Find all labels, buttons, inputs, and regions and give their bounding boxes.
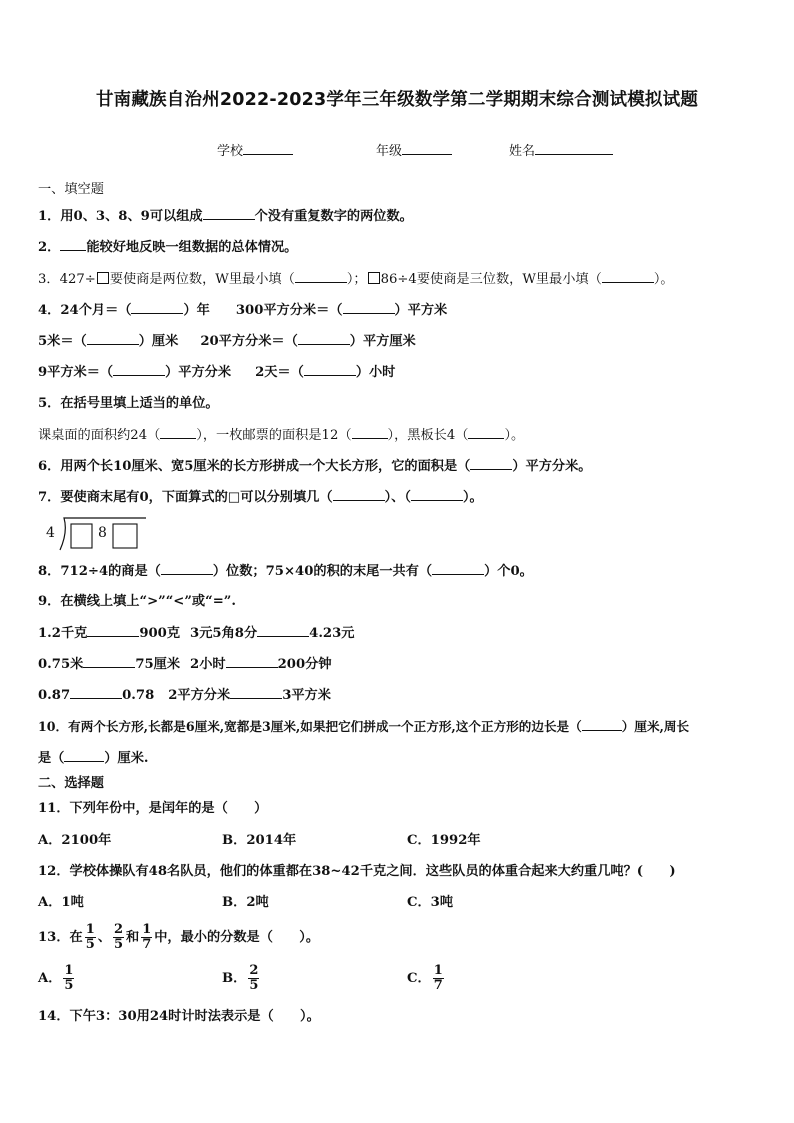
q8-blank-2[interactable] xyxy=(432,562,484,575)
q2-text-a: 2． xyxy=(38,240,61,255)
q6-text-b: ）平方分米。 xyxy=(512,459,592,474)
q9c-text-b: 0.78 xyxy=(122,688,155,703)
q3-text-d: 86÷4要使商是三位数，W里最小填（ xyxy=(380,272,602,287)
q13-option-c[interactable]: C． $\frac{1}{7}$ xyxy=(407,963,443,993)
q7-text-b: ）、（ xyxy=(384,490,411,505)
question-4-row-2 xyxy=(38,332,416,351)
q9b-blank-1[interactable] xyxy=(83,655,135,668)
q9b-text-a: 0.75米 xyxy=(38,657,84,672)
question-5: 5．在括号里填上适当的单位。 xyxy=(38,396,219,411)
q9c-text-c: 2平方分米 xyxy=(168,688,231,703)
q13-fraction-3: $\frac{1}{7}$ xyxy=(142,922,152,952)
q4c-text-a: 9平方米＝（ xyxy=(38,365,114,380)
q5-text-c: ），黑板长4（ xyxy=(387,428,469,443)
long-division-figure xyxy=(38,514,158,554)
question-11: 11．下列年份中，是闰年的是（ ） xyxy=(38,801,268,816)
q4b-blank-2[interactable] xyxy=(298,332,350,345)
q3-blank-2[interactable] xyxy=(602,270,654,283)
q8-text-c: ）个0。 xyxy=(484,564,533,579)
q9c-text-a: 0.87 xyxy=(38,688,71,703)
page-title: 甘南藏族自治州2022-2023学年三年级数学第二学期期末综合测试模拟试题 xyxy=(95,90,699,110)
q9b-blank-2[interactable] xyxy=(226,655,278,668)
q3-text-a: 3．427÷ xyxy=(38,272,96,287)
question-9-row-1 xyxy=(38,624,354,643)
q4c-blank-1[interactable] xyxy=(113,363,165,376)
question-10 xyxy=(38,718,689,736)
q9a-text-c: 3元5角8分 xyxy=(190,626,258,641)
q4-text-a: 4．24个月＝（ xyxy=(38,303,132,318)
division-box-1[interactable] xyxy=(71,524,92,548)
q10b-text-b: ）厘米. xyxy=(104,751,149,766)
q13-option-b[interactable]: B． $\frac{2}{5}$ xyxy=(222,963,259,993)
q10-text-b: ）厘米,周长 xyxy=(621,719,690,734)
q9b-text-c: 2小时 xyxy=(190,657,226,672)
q10-blank-2[interactable] xyxy=(64,749,104,762)
q9a-blank-2[interactable] xyxy=(257,624,309,637)
q7-blank-1[interactable] xyxy=(333,488,385,501)
q13-and: 和 xyxy=(126,930,140,945)
q3-box-1[interactable] xyxy=(97,272,109,284)
q6-blank[interactable] xyxy=(470,457,512,470)
q13-option-a[interactable]: A． $\frac{1}{5}$ xyxy=(38,963,74,993)
q10b-text-a: 是（ xyxy=(38,751,65,766)
q11-option-a[interactable]: A．2100年 xyxy=(38,833,112,848)
q9a-text-b: 900克 xyxy=(139,626,181,641)
q1-text-a: 1．用0、3、8、9可以组成 xyxy=(38,209,203,224)
question-6 xyxy=(38,457,591,476)
section-fill-in-heading: 一、填空题 xyxy=(38,182,104,197)
name-label: 姓名 xyxy=(509,144,536,159)
q3-box-2[interactable] xyxy=(368,272,380,284)
question-9-row-3 xyxy=(38,686,331,705)
q5-blank-2[interactable] xyxy=(352,426,388,439)
q4c-text-c: 2天＝（ xyxy=(255,365,304,380)
q12-option-a[interactable]: A．1吨 xyxy=(38,895,84,910)
question-10-cont xyxy=(38,749,149,768)
dividend-digit: 8 xyxy=(98,525,107,541)
question-3 xyxy=(38,270,674,289)
q9c-text-d: 3平方米 xyxy=(282,688,331,703)
q13-option-c-fraction: $\frac{1}{7}$ xyxy=(433,963,443,993)
q9b-text-d: 200分钟 xyxy=(277,657,332,672)
question-9: 9．在横线上填上“>”“<”或“=”. xyxy=(38,594,236,609)
q5-text-b: ），一枚邮票的面积是12（ xyxy=(196,428,352,443)
school-field xyxy=(217,140,293,159)
q4-text-b: ）年 xyxy=(183,303,210,318)
divisor: 4 xyxy=(46,525,55,541)
q12-option-b[interactable]: B．2吨 xyxy=(222,895,269,910)
q5-blank-1[interactable] xyxy=(160,426,196,439)
division-box-2[interactable] xyxy=(113,524,137,548)
q5-text-a: 课桌面的面积约24（ xyxy=(38,428,161,443)
q11-option-c[interactable]: C．1992年 xyxy=(407,833,481,848)
q1-blank[interactable] xyxy=(203,207,255,220)
q13-fraction-2: $\frac{2}{5}$ xyxy=(113,922,124,952)
q4b-text-a: 5米＝（ xyxy=(38,334,87,349)
q4c-blank-2[interactable] xyxy=(304,363,356,376)
q5-blank-3[interactable] xyxy=(468,426,504,439)
q9c-blank-1[interactable] xyxy=(70,686,122,699)
q4c-text-d: ）小时 xyxy=(355,365,396,380)
question-8 xyxy=(38,562,533,581)
q4-blank-1[interactable] xyxy=(131,301,183,314)
q13-option-b-fraction: $\frac{2}{5}$ xyxy=(249,963,259,993)
grade-label: 年级 xyxy=(376,144,403,159)
q13-fraction-1: $\frac{1}{5}$ xyxy=(85,922,95,952)
q4c-text-b: ）平方分米 xyxy=(165,365,232,380)
name-field xyxy=(509,140,613,159)
q4b-text-c: 20平方分米＝（ xyxy=(200,334,298,349)
question-2 xyxy=(38,238,297,257)
q9b-text-b: 75厘米 xyxy=(135,657,181,672)
q7-text-a: 7．要使商末尾有0，下面算式的□可以分别填几（ xyxy=(38,490,333,505)
q9a-text-d: 4.23元 xyxy=(309,626,355,641)
grade-blank[interactable] xyxy=(402,141,452,155)
question-4-row-3 xyxy=(38,363,395,382)
q9a-text-a: 1.2千克 xyxy=(38,626,88,641)
q8-text-b: ）位数；75×40的积的末尾一共有（ xyxy=(212,564,433,579)
q4b-text-b: ）厘米 xyxy=(138,334,179,349)
school-label: 学校 xyxy=(217,144,244,159)
q10-blank-1[interactable] xyxy=(582,718,622,731)
q3-text-b: 要使商是两位数，W里最小填（ xyxy=(109,272,295,287)
q9c-blank-2[interactable] xyxy=(230,686,282,699)
question-12: 12．学校体操队有48名队员，他们的体重都在38~42千克之间．这些队员的体重合起来大约重几吨？( ) xyxy=(38,864,676,879)
grade-field xyxy=(376,140,452,159)
q3-text-c: ）； xyxy=(346,272,367,287)
question-7 xyxy=(38,488,483,507)
question-9-row-2 xyxy=(38,655,332,674)
q2-text-b: 能较好地反映一组数据的总体情况。 xyxy=(86,240,298,255)
q8-blank-1[interactable] xyxy=(161,562,213,575)
question-5-body xyxy=(38,426,524,445)
q4-blank-2[interactable] xyxy=(343,301,395,314)
q8-text-a: 8．712÷4的商是（ xyxy=(38,564,161,579)
q3-blank-1[interactable] xyxy=(295,270,347,283)
school-blank[interactable] xyxy=(243,141,293,155)
question-4-row-1 xyxy=(38,301,447,320)
question-14: 14．下午3：30用24时计时法表示是（ ）。 xyxy=(38,1009,320,1024)
q13-option-a-fraction: $\frac{1}{5}$ xyxy=(64,963,74,993)
q6-text-a: 6．用两个长10厘米、宽5厘米的长方形拼成一个大长方形，它的面积是（ xyxy=(38,459,471,474)
q1-text-b: 个没有重复数字的两位数。 xyxy=(254,209,413,224)
q11-option-b[interactable]: B．2014年 xyxy=(222,833,297,848)
q4-text-c: 300平方分米＝（ xyxy=(235,303,343,318)
q9a-blank-1[interactable] xyxy=(87,624,139,637)
question-1 xyxy=(38,207,413,226)
q4b-blank-1[interactable] xyxy=(87,332,139,345)
question-13 xyxy=(38,921,319,955)
section-choice-heading: 二、选择题 xyxy=(38,776,104,791)
q4-text-d: ）平方米 xyxy=(394,303,448,318)
q13-sep: 、 xyxy=(97,930,111,945)
name-blank[interactable] xyxy=(535,141,613,155)
q3-text-e: ）。 xyxy=(653,272,674,287)
q13-text-b: 中，最小的分数是（ ）。 xyxy=(154,930,320,945)
q4b-text-d: ）平方厘米 xyxy=(349,334,416,349)
q7-blank-2[interactable] xyxy=(411,488,463,501)
q2-blank[interactable] xyxy=(60,238,86,251)
q13-text-a: 13．在 xyxy=(38,930,83,945)
q5-text-d: ）。 xyxy=(504,428,525,443)
q7-text-c: ）。 xyxy=(462,490,483,505)
q10-text-a: 10．有两个长方形,长都是6厘米,宽都是3厘米,如果把它们拼成一个正方形,这个正方形的边长是（ xyxy=(38,719,582,734)
q12-option-c[interactable]: C．3吨 xyxy=(407,895,454,910)
